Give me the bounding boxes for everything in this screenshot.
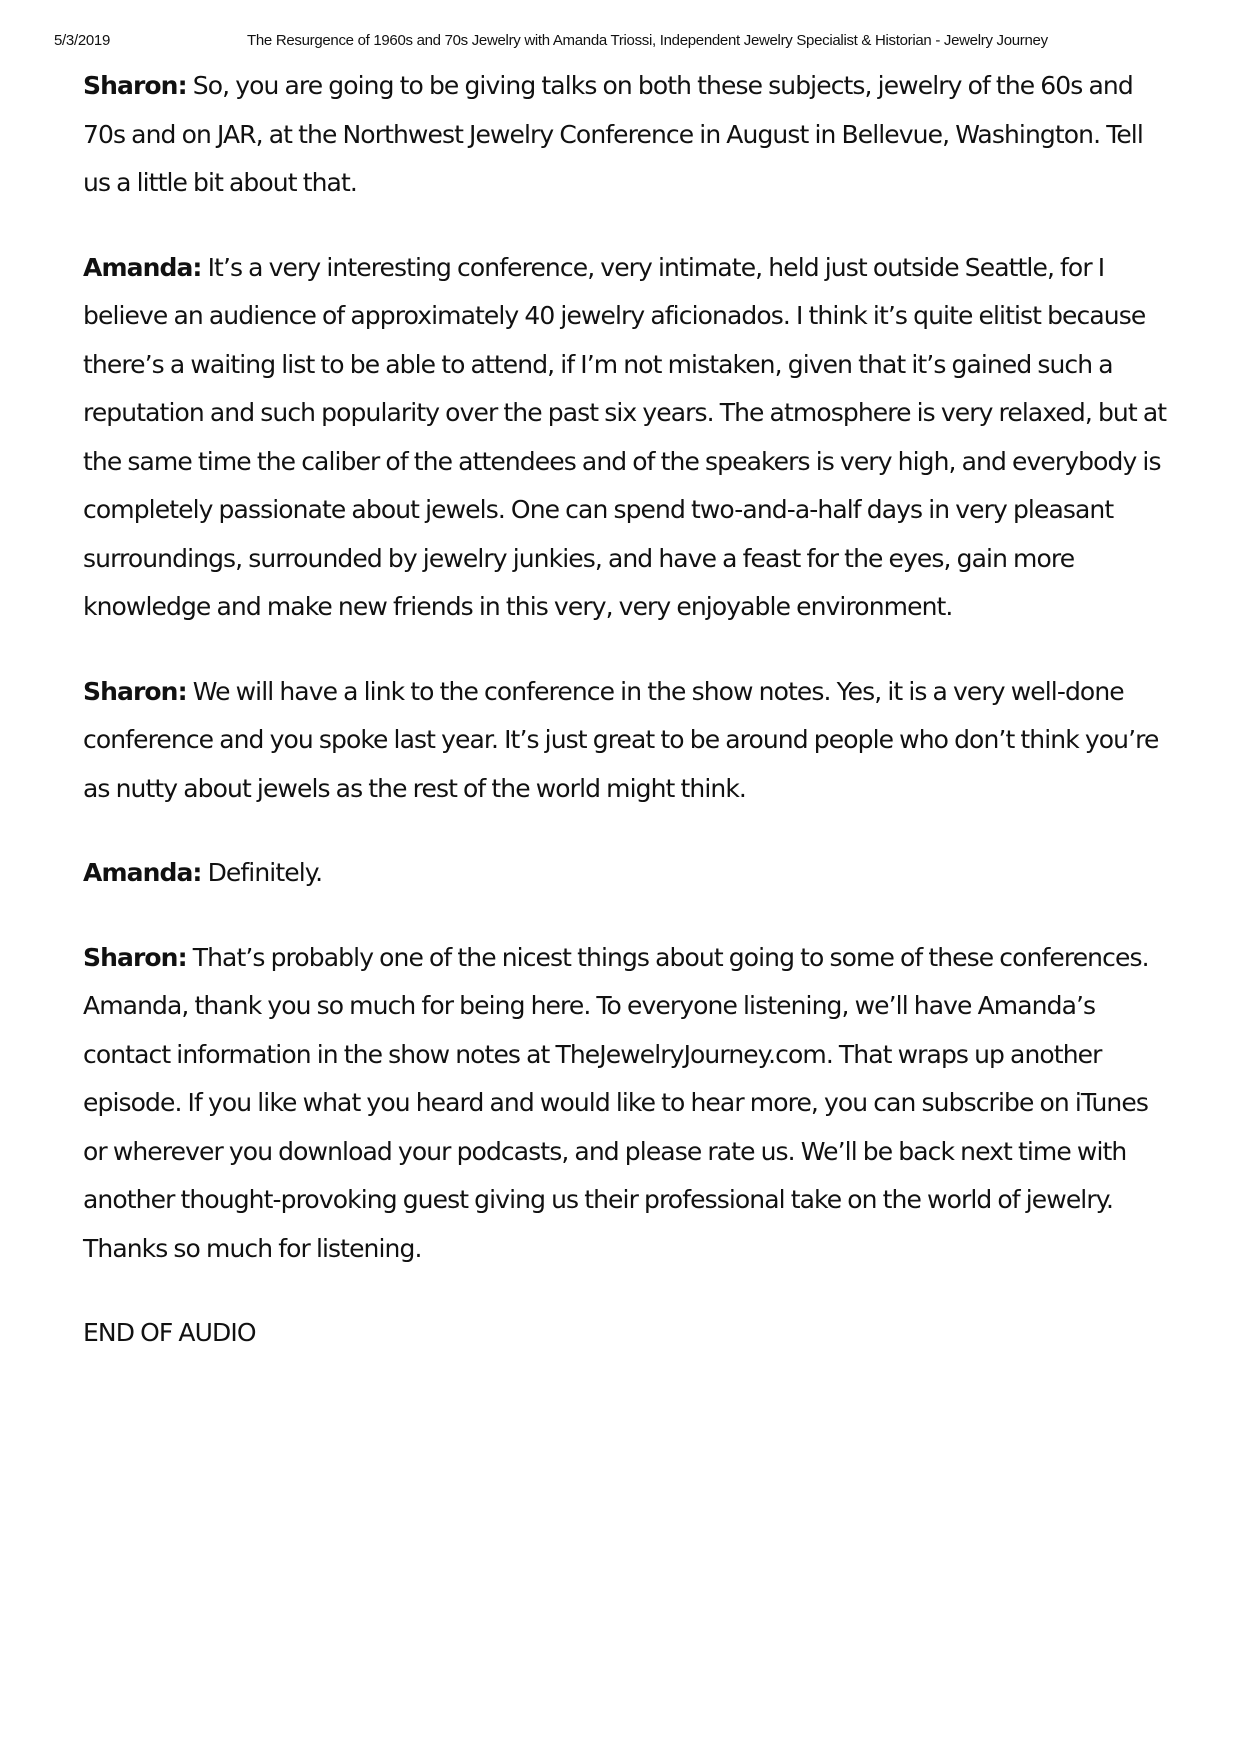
print-date: 5/3/2019 (54, 32, 110, 49)
paragraph-text: It’s a very interesting conference, very intimate, held just outside Seattle, for I believe an audience of approximately 40 jewelry aficionados. I think it’s quite elitist because there’s a waiting list to be able to attend, if I’m not mistaken, given that it’s gained such a reputation and such popularity over the past six years. The atmosphere is very relaxed, but at the same time the caliber of the attendees and of the speakers is very high, and everybody is completely passionate about jewels. One can spend two-and-a-half days in very pleasant surroundings, surrounded by jewelry junkies, and have a feast for the eyes, gain more knowledge and make new friends in this very, very enjoyable environment. (83, 252, 1167, 621)
document-title: The Resurgence of 1960s and 70s Jewelry with Amanda Triossi, Independent Jewelry Specialist & Historian - Jewelry Journey (247, 32, 1048, 49)
speaker-label: Amanda: (83, 858, 202, 887)
speaker-label: Sharon: (83, 942, 187, 972)
paragraph-text: We will have a link to the conference in the show notes. Yes, it is a very well-done conference and you spoke last year. It’s just great to be around people who don’t think you’re as nutty about jewels as the rest of the world might think. (83, 676, 1159, 803)
transcript-paragraph (83, 62, 1173, 208)
transcript-paragraph (83, 934, 1173, 1274)
paragraph-text: That’s probably one of the nicest things about going to some of these conferences. Amanda, thank you so much for being here. To everyone listening, we’ll have Amanda’s contact information in the show notes at TheJewelryJourney.com. That wraps up another episode. If you like what you heard and would like to hear more, you can subscribe on iTunes or wherever you download your podcasts, and please rate us. We’ll be back next time with another thought-provoking guest giving us their professional take on the world of jewelry. Thanks so much for listening. (83, 942, 1149, 1263)
end-of-audio-note: END OF AUDIO (83, 1318, 256, 1347)
paragraph-text: Definitely. (207, 858, 323, 887)
speaker-label: Sharon: (83, 676, 187, 706)
page-header (54, 32, 1186, 52)
transcript-paragraph (83, 668, 1173, 814)
transcript-paragraph (83, 849, 1173, 898)
transcript-paragraph (83, 244, 1173, 632)
speaker-label: Sharon: (83, 71, 187, 100)
paragraph-text: So, you are going to be giving talks on both these subjects, jewelry of the 60s and 70s and on JAR, at the Northwest Jewelry Conference in August in Bellevue, Washington. Tell us a little bit about that. (83, 71, 1143, 197)
transcript-body (83, 62, 1173, 1358)
speaker-label: Amanda: (83, 252, 202, 282)
